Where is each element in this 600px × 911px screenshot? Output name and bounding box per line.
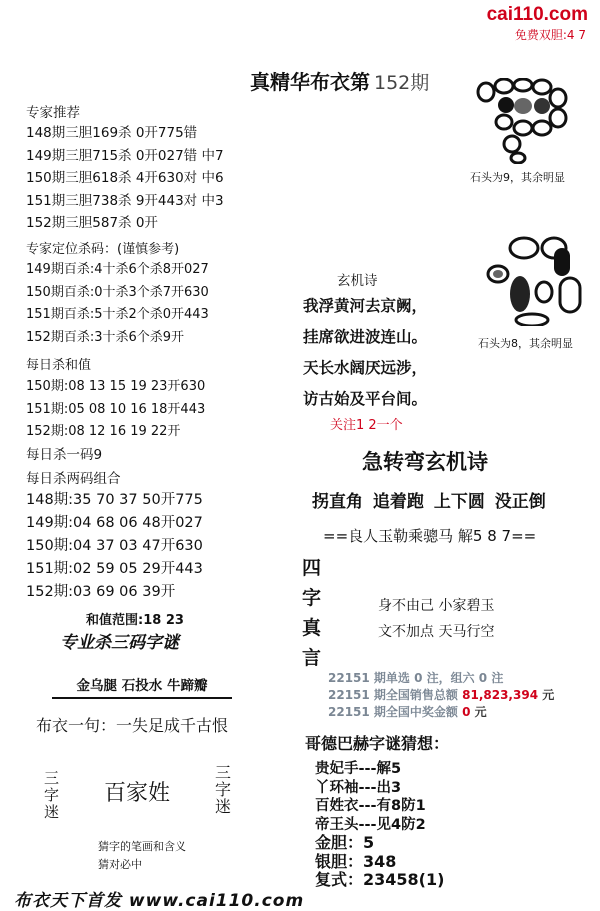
- brand-subtitle: 免费双胆:4 7: [514, 28, 586, 42]
- list-item: 贵妃手---解5: [315, 761, 402, 777]
- lottery-label: 22151 期全国中奖金额: [328, 705, 458, 719]
- position-kill-heading: 专家定位杀码：(谨慎参考): [26, 242, 180, 257]
- poem-heading: 玄机诗: [337, 273, 378, 289]
- stone-puzzle-8-image: [484, 234, 590, 326]
- label-char: 四: [302, 557, 322, 579]
- lottery-label: 22151 期全国销售总额: [328, 688, 458, 702]
- turn-poem-text: 拐直角 追着跑 上下圆 没正倒: [312, 492, 546, 512]
- stone-caption-2: 石头为8，其余明显: [478, 337, 573, 350]
- turn-poem-title: 急转弯玄机诗: [362, 450, 488, 474]
- list-item: 148期三胆169杀 0开775错: [26, 125, 198, 141]
- list-item: 丫环袖---出3: [315, 779, 402, 796]
- list-item: 151期:05 08 10 16 18开443: [26, 401, 206, 417]
- label-char: 言: [302, 647, 322, 669]
- position-kill-list: [26, 259, 209, 349]
- page-title: [250, 66, 429, 95]
- list-item: 150期百杀:0十杀3个杀7开630: [26, 284, 209, 300]
- list-item: 152期百杀:3十杀6个杀9开: [26, 329, 185, 345]
- poem-line: 访古始及平台间。: [303, 390, 428, 408]
- poem-line: 挂席欲进波连山。: [303, 328, 428, 346]
- combo-code: 复式：23458(1): [315, 870, 445, 889]
- baijiaxing-title: 百家姓: [104, 781, 171, 806]
- list-item: 帝王头---见4防2: [315, 816, 426, 833]
- silver-code: 银胆：348: [315, 851, 397, 871]
- gold-code: 金胆：5: [315, 833, 375, 852]
- lottery-line-3: [328, 703, 487, 720]
- list-item: 150期三胆618杀 4开630对 中6: [26, 170, 224, 187]
- stone-puzzle-9-image: [476, 78, 572, 164]
- poem-body: [303, 291, 427, 415]
- left-riddle-label: 三字迷: [44, 769, 60, 821]
- unit: 元: [542, 688, 555, 702]
- sum-range: 和值范围:18 23: [86, 613, 184, 628]
- lottery-line-2: [328, 686, 554, 703]
- list-item: 151期百杀:5十杀2个杀0开443: [26, 307, 209, 323]
- list-item: 152期:08 12 16 19 22开: [26, 424, 181, 440]
- list-item: 百姓衣---有8防1: [315, 798, 426, 814]
- title-text: 真精华布衣第: [250, 70, 370, 94]
- stone-caption-1: 石头为9，其余明显: [470, 171, 565, 184]
- issue-number: 152期: [374, 72, 430, 94]
- list-item: 149期百杀:4十杀6个杀8开027: [26, 262, 209, 277]
- three-code-riddle: 金乌腿 石投水 牛蹄瓣: [52, 674, 232, 699]
- label-char: 真: [302, 617, 322, 639]
- four-char-line-1: 身不由己 小家碧玉: [378, 598, 495, 614]
- footer-banner: 布衣天下首发 www.cai110.com: [14, 891, 305, 911]
- list-item: 149期三胆715杀 0开027错 中7: [26, 147, 224, 164]
- brand-logo: cai110.com: [486, 4, 588, 25]
- goldbach-title: 哥德巴赫字谜猜想：: [305, 734, 450, 753]
- lottery-line-1: 22151 期单选 0 注，组六 0 注: [328, 671, 504, 685]
- four-char-line-2: 文不加点 天马行空: [378, 624, 495, 640]
- two-code-heading: 每日杀两码组合: [26, 471, 121, 487]
- list-item: 150期:08 13 15 19 23开630: [26, 379, 206, 394]
- expert-list: [26, 122, 224, 235]
- poem-line: 我浮黄河去京阙，: [303, 297, 428, 315]
- riddle-hint-2: 猜对必中: [98, 858, 142, 871]
- kill-one-code: 每日杀一码9: [26, 447, 103, 463]
- turn-poem-answer: ==良人玉勒乘骢马 解5 8 7==: [323, 527, 537, 545]
- four-char-label: [302, 553, 326, 673]
- list-item: 152期:03 69 06 39开: [26, 584, 176, 600]
- poem-line: 天长水阔厌远涉，: [303, 359, 428, 377]
- sales-amount: 81,823,394: [462, 688, 539, 702]
- list-item: 151期三胆738杀 9开443对 中3: [26, 192, 224, 209]
- goldbach-list: [315, 760, 444, 890]
- buyi-sentence: 布衣一句：一失足成千古恨: [36, 716, 229, 735]
- prize-amount: 0: [462, 705, 471, 719]
- daily-sum-heading: 每日杀和值: [26, 358, 92, 373]
- follow-note: 关注1 2一个: [330, 418, 403, 433]
- list-item: 151期:02 59 05 29开443: [26, 561, 203, 577]
- expert-heading: 专家推荐: [26, 105, 80, 121]
- riddle-hint: 猜字的笔画和含义: [98, 840, 186, 853]
- right-riddle-label: 三字迷: [215, 763, 232, 816]
- label-char: 字: [302, 587, 322, 609]
- list-item: 152期三胆587杀 0开: [26, 215, 158, 232]
- unit: 元: [474, 705, 487, 719]
- three-code-riddle-title: 专业杀三码字谜: [60, 633, 179, 653]
- two-code-list: [26, 489, 203, 604]
- list-item: 149期:04 68 06 48开027: [26, 515, 203, 531]
- daily-sum-list: [26, 376, 205, 444]
- list-item: 148期:35 70 37 50开775: [26, 492, 203, 508]
- list-item: 150期:04 37 03 47开630: [26, 538, 203, 554]
